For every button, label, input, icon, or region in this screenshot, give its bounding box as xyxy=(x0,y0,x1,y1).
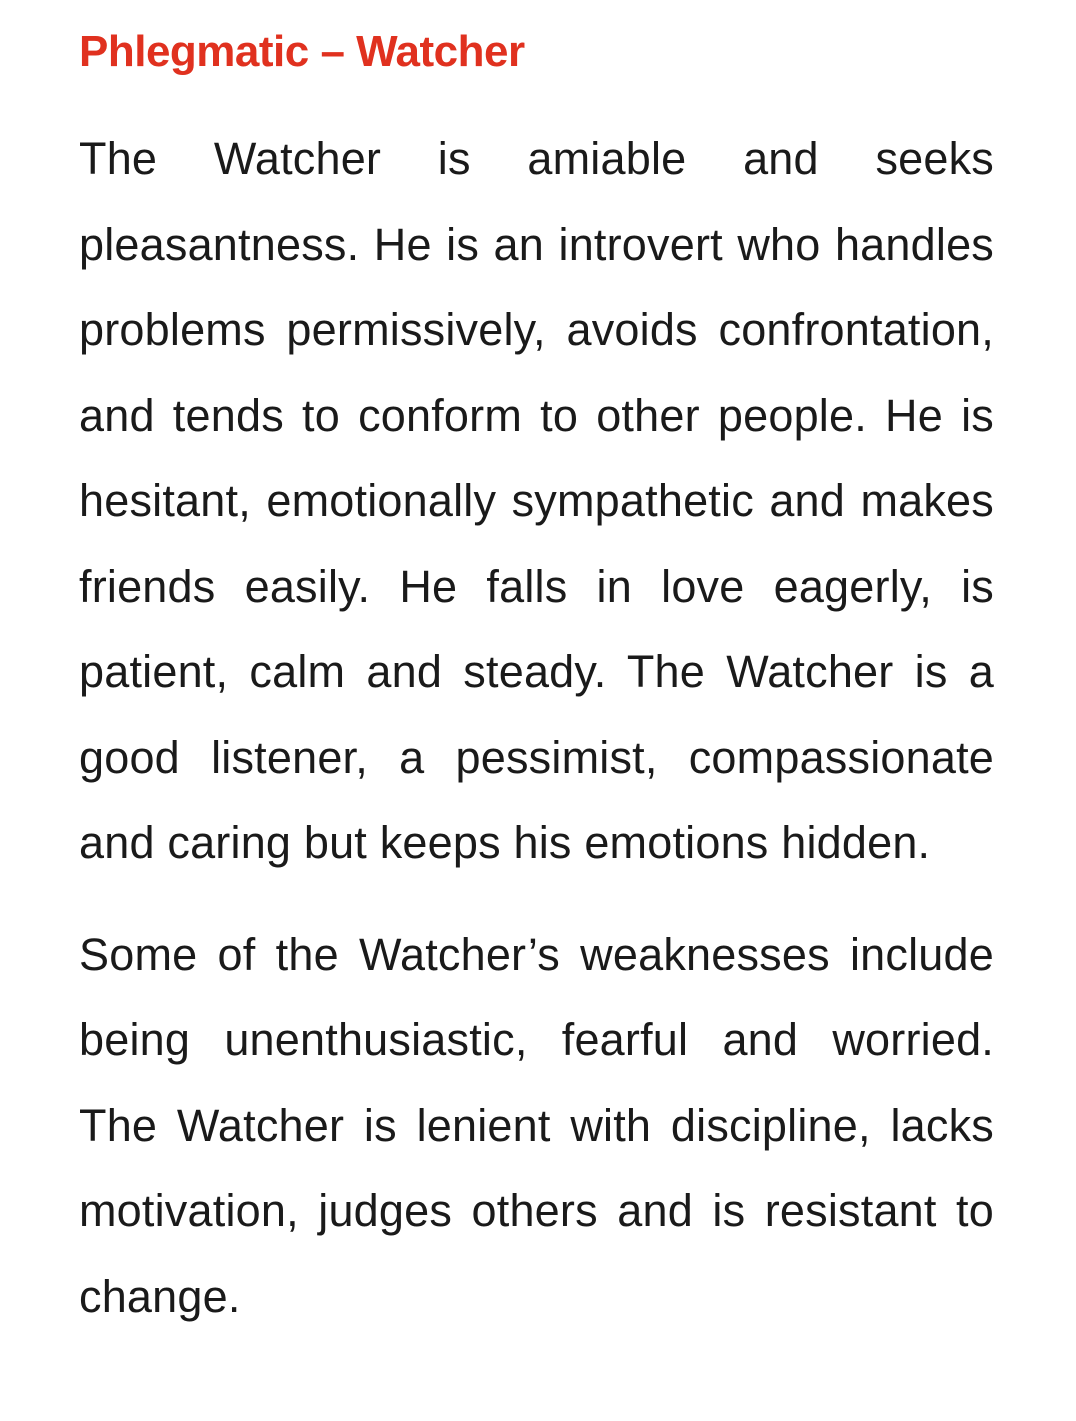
article xyxy=(79,22,994,1339)
article-heading: Phlegmatic – Watcher xyxy=(79,27,525,76)
article-paragraph-2: Some of the Watcher’s weaknesses include being unenthusiastic, fearful and worried. The Watcher is lenient with discipline, lacks motivation, judges others and is resistant to change. xyxy=(79,928,994,1322)
article-paragraph-1: The Watcher is amiable and seeks pleasantness. He is an introvert who handles problems permissively, avoids confrontation, and tends to conform to other people. He is hesitant, emotionally sympathetic and makes friends easily. He falls in love eagerly, is patient, calm and steady. The Watcher is a good listener, a pessimist, compassionate and caring but keeps his emotions hidden. xyxy=(79,133,994,868)
